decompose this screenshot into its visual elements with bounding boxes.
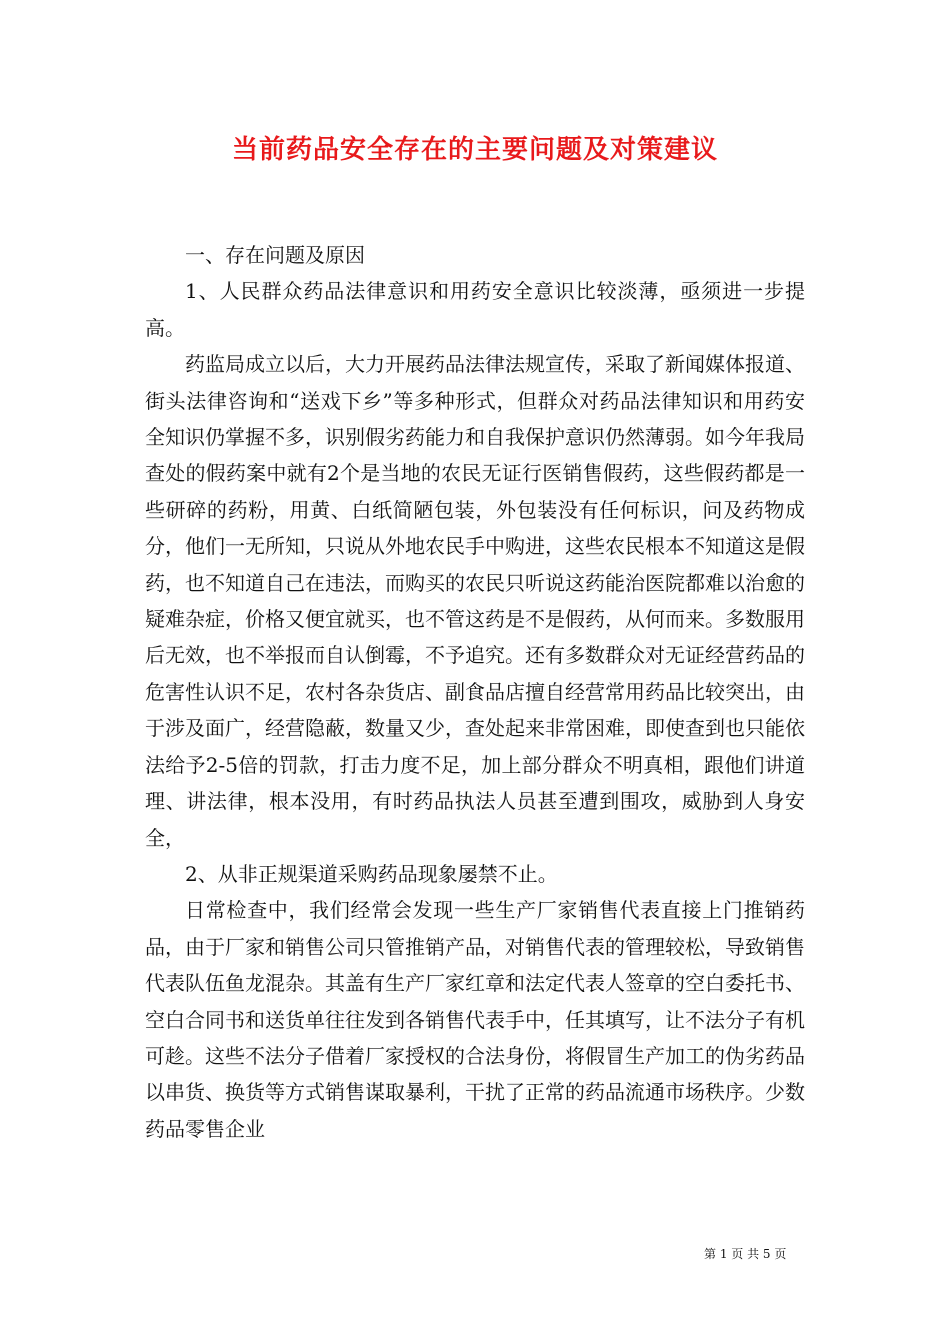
page-footer: 第 1 页 共 5 页: [704, 1247, 787, 1261]
document-title: 当前药品安全存在的主要问题及对策建议: [231, 135, 718, 165]
body-paragraph-1: 药监局成立以后，大力开展药品法律法规宣传，采取了新闻媒体报道、街头法律咨询和“送戏下乡”等多种形式，但群众对药品法律知识和用药安全知识仍掌握不多，识别假劣药能力和自我保护意识仍然薄弱。如今年我局查处的假药案中就有2个是当地的农民无证行医销售假药，这些假药都是一些研碎的药粉，用黄、白纸简陋包装，外包装没有任何标识，问及药物成分，他们一无所知，只说从外地农民手中购进，这些农民根本不知道这是假药，也不知道自己在违法，而购买的农民只听说这药能治医院都难以治愈的疑难杂症，价格又便宜就买，也不管这药是不是假药，从何而来。多数服用后无效，也不举报而自认倒霉，不予追究。还有多数群众对无证经营药品的危害性认识不足，农村各杂货店、副食品店擅自经营常用药品比较突出，由于涉及面广，经营隐蔽，数量又少，查处起来非常困难，即使查到也只能依法给予2-5倍的罚款，打击力度不足，加上部分群众不明真相，跟他们讲道理、讲法律，根本没用，有时药品执法人员甚至遭到围攻，威胁到人身安全，: [145, 352, 805, 850]
subsection-heading-2: 2、从非正规渠道采购药品现象屡禁不止。: [185, 861, 558, 886]
body-paragraph-2: 日常检查中，我们经常会发现一些生产厂家销售代表直接上门推销药品，由于厂家和销售公司只管推销产品，对销售代表的管理较松，导致销售代表队伍鱼龙混杂。其盖有生产厂家红章和法定代表人签章的空白委托书、空白合同书和送货单往往发到各销售代表手中，任其填写，让不法分子有机可趁。这些不法分子借着厂家授权的合法身份，将假冒生产加工的伪劣药品以串货、换货等方式销售谋取暴利，干扰了正常的药品流通市场秩序。少数药品零售企业: [145, 898, 805, 1141]
document-body: [145, 237, 805, 1147]
section-heading: 一、存在问题及原因: [185, 243, 365, 267]
subsection-heading-1: 1、人民群众药品法律意识和用药安全意识比较淡薄，亟须进一步提高。: [145, 279, 805, 340]
